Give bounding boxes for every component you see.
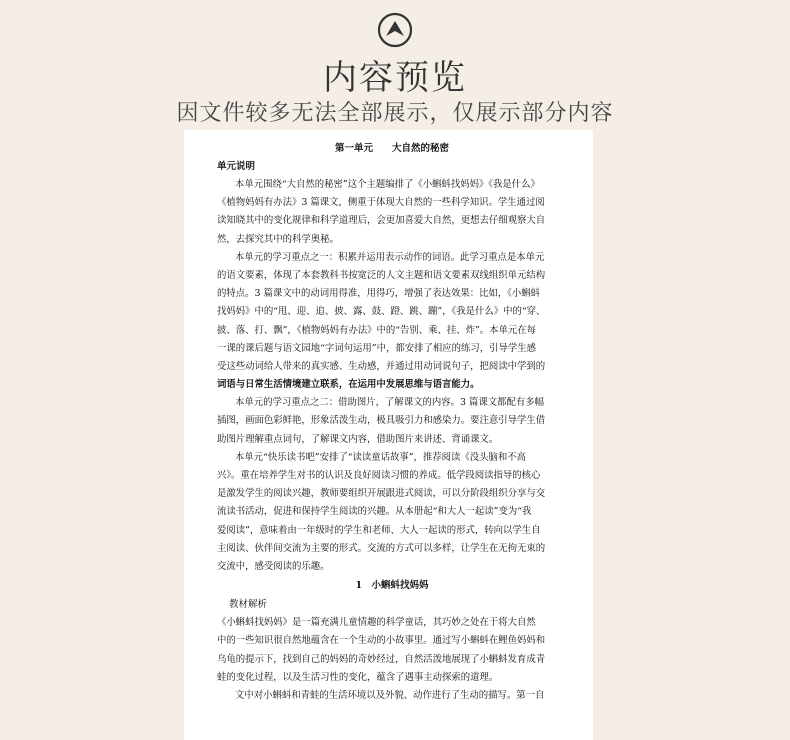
lesson-body (217, 614, 567, 705)
text-line: 插图，画面色彩鲜艳，形象活泼生动，极具吸引力和感染力。要注意引导学生借 (217, 415, 546, 427)
text-line: 流读书活动，促进和保持学生阅读的兴趣。从本册起“和大人一起读”变为“我 (217, 506, 532, 518)
unit-title: 第一单元 大自然的秘密 (334, 143, 449, 154)
text-line: 主阅读、伙伴间交流为主要的形式。交流的方式可以多样，让学生在无拘无束的 (217, 542, 546, 554)
text-line: 的语文要素，体现了本套教科书按宽泛的人文主题和语文要素双线组织单元结构 (217, 269, 546, 281)
text-line: 披、落、打、飘”，《植物妈妈有办法》中的“告别、乘、挂、炸”。本单元在每 (217, 324, 537, 336)
text-line: 爱阅读”，意味着由一年级时的学生和老师、大人一起读的形式，转向以学生自 (217, 524, 541, 536)
arrow-up-circle-icon (377, 12, 413, 48)
text-line: 然，去探究其中的科学奥秘。 (217, 233, 339, 245)
text-line: 本单元的学习重点之一：积累并运用表示动作的词语。此学习重点是本单元 (235, 251, 545, 263)
text-line: 本单元围绕“大自然的秘密”这个主题编排了《小蝌蚪找妈妈》《我是什么》 (235, 179, 540, 190)
text-line: 交流中，感受阅读的乐趣。 (217, 560, 330, 572)
text-line: 读知晓其中的变化规律和科学道理后，会更加喜爱大自然，更想去仔细观察大自 (217, 215, 546, 227)
text-line: 助图片理解重点词句，了解课文内容，借助图片来讲述、背诵课文。 (217, 433, 499, 445)
text-line: 词语与日常生活情境建立联系，在运用中发展思维与语言能力。 (217, 379, 480, 391)
text-line: 的特点。3 篇课文中的动词用得准，用得巧，增强了表达效果：比如，《小蝌蚪 (217, 288, 541, 300)
lesson-subheading: 教材解析 (229, 599, 268, 611)
text-line: 乌龟的提示下，找到自己的妈妈的奇妙经过，自然活泼地展现了小蝌蚪发育成青 (217, 653, 546, 665)
preview-subtitle: 因文件较多无法全部展示，仅展示部分内容 (176, 101, 614, 126)
lesson-title: 1 小蝌蚪找妈妈 (355, 580, 429, 592)
text-line: 本单元“快乐读书吧”安排了“读读童话故事”，推荐阅读《没头脑和不高 (235, 451, 527, 463)
document-page (184, 130, 593, 740)
text-line: 文中对小蝌蚪和青蛙的生活环境以及外貌、动作进行了生动的描写。第一自 (235, 689, 545, 701)
text-line: 本单元的学习重点之二：借助图片，了解课文的内容。3 篇课文都配有多幅 (235, 397, 544, 409)
text-line: 是激发学生的阅读兴趣，教师要组织开展跟进式阅读，可以分阶段组织分享与交 (217, 488, 546, 500)
section-heading: 单元说明 (217, 161, 256, 172)
text-line: 蛙的变化过程，以及生活习性的变化，蕴含了遇事主动探索的道理。 (217, 671, 499, 683)
text-line: 《小蝌蚪找妈妈》是一篇充满儿童情趣的科学童话，其巧妙之处在于将大自然 (217, 617, 536, 629)
preview-title: 内容预览 (323, 58, 467, 98)
text-line: 一课的课后题与语文园地“字词句运用”中，都安排了相应的练习，引导学生感 (217, 342, 536, 354)
preview-header (0, 0, 790, 130)
text-line: 《植物妈妈有办法》3 篇课文，侧重于体现大自然的一些科学知识。学生通过阅 (217, 197, 545, 209)
text-line: 找妈妈》中的“甩、迎、追、披、露、鼓、蹬、跳、蹦”，《我是什么》中的“穿、 (217, 306, 546, 318)
unit-description (217, 176, 567, 576)
text-line: 中的一些知识很自然地蕴含在一个生动的小故事里。通过写小蝌蚪在鲤鱼妈妈和 (217, 635, 546, 647)
text-line: 受这些动词给人带来的真实感、生动感，并通过用动词说句子，把阅读中学到的 (217, 360, 546, 372)
text-line: 兴》。重在培养学生对书的认识及良好阅读习惯的养成。低学段阅读指导的核心 (217, 470, 541, 481)
